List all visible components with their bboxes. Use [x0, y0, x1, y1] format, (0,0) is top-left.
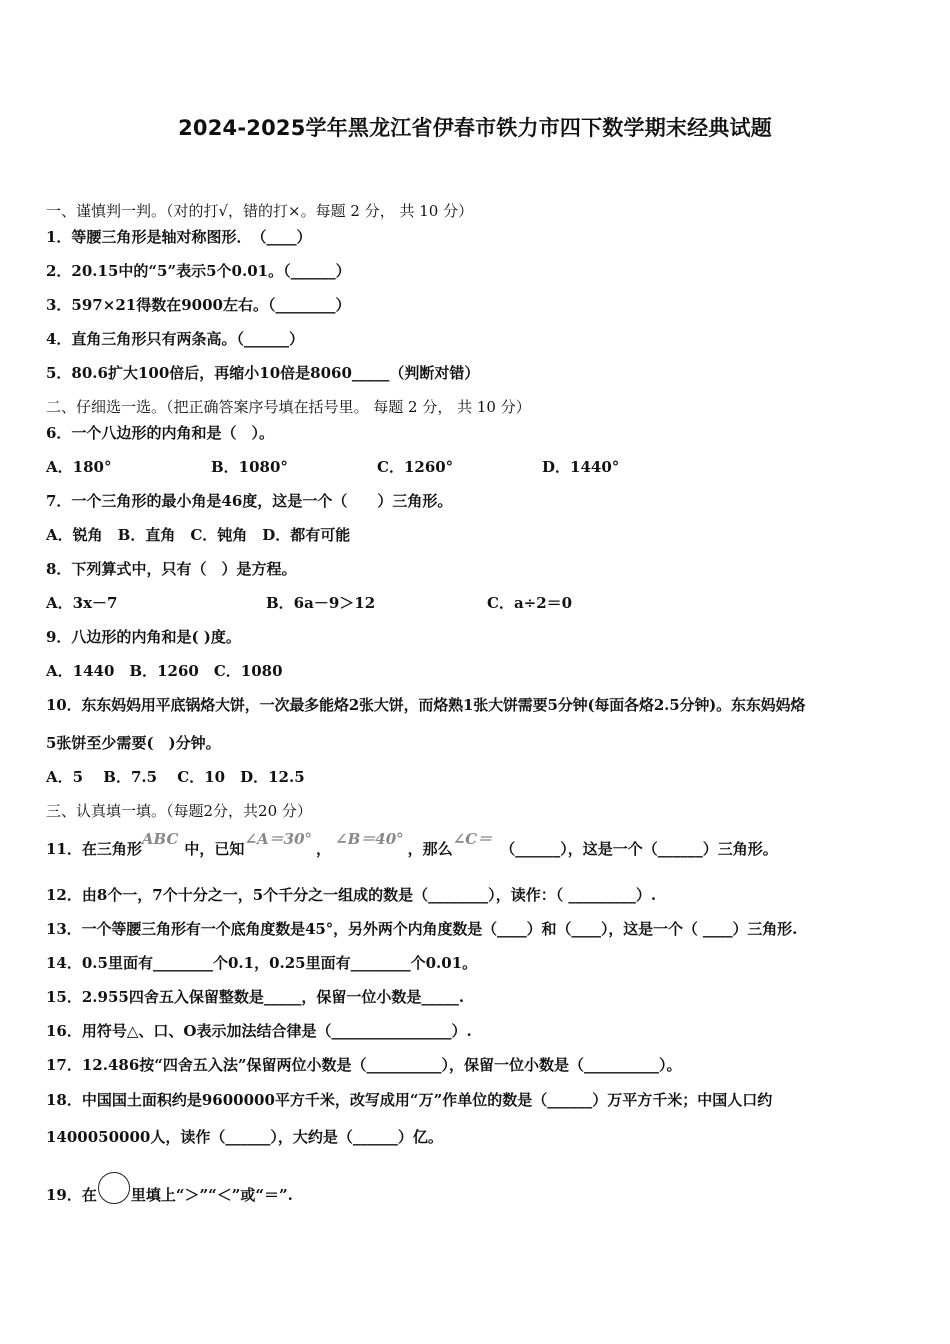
q11-comma: ， [316, 840, 332, 858]
question-18-line-2: 1400050000人，读作（______），大约是（______）亿。 [46, 1128, 443, 1146]
question-6: 6．一个八边形的内角和是（ ）。 [46, 424, 274, 442]
option-b: B．1080° [211, 458, 288, 476]
q11-mid-1: 中，已知 [184, 840, 245, 858]
question-7-options: A．锐角 B．直角 C．钝角 D．都有可能 [46, 526, 351, 544]
question-15: 15．2.955四舍五入保留整数是_____，保留一位小数是_____. [46, 988, 465, 1006]
q11-angle-a: ∠A＝30° [244, 830, 313, 848]
question-10-line-1: 10．东东妈妈用平底锅烙大饼，一次最多能烙2张大饼，而烙熟1张大饼需要5分钟(每面各烙2.5分钟)。东东妈妈烙 [46, 696, 806, 714]
option-b: B．6a－9＞12 [266, 594, 376, 612]
question-18-line-1: 18．中国国土面积约是9600000平方千米，改写成用“万”作单位的数是（______）万平方千米；中国人口约 [46, 1091, 773, 1109]
question-3: 3．597×21得数在9000左右。（________） [46, 296, 351, 314]
question-11 [46, 830, 910, 860]
question-1: 1．等腰三角形是轴对称图形． （____） [46, 228, 312, 246]
question-2: 2．20.15中的“5”表示5个0.01。（______） [46, 262, 351, 280]
q11-mid-2: ，那么 [407, 840, 453, 858]
option-a: A．3x－7 [46, 594, 118, 612]
question-14: 14．0.5里面有________个0.1，0.25里面有________个0.01。 [46, 954, 478, 972]
q11-angle-c: ∠C＝ [452, 830, 493, 848]
section-1-header: 一、谨慎判一判。（对的打√，错的打×。每题 2 分， 共 10 分） [46, 202, 474, 220]
option-a: A．180° [46, 458, 112, 476]
q11-prefix: 11．在三角形 [46, 840, 142, 858]
question-17: 17．12.486按“四舍五入法”保留两位小数是（__________），保留一位小数是（__________）。 [46, 1056, 682, 1074]
question-8: 8．下列算式中，只有（ ）是方程。 [46, 560, 297, 578]
question-5: 5．80.6扩大100倍后，再缩小10倍是8060_____（判断对错） [46, 364, 480, 382]
question-9-options: A．1440 B．1260 C．1080 [46, 662, 283, 680]
question-6-options [46, 456, 910, 478]
option-c: C．1260° [377, 458, 454, 476]
q11-triangle-label: ABC [141, 830, 179, 848]
question-10-options: A．5 B．7.5 C．10 D．12.5 [46, 768, 305, 786]
question-9: 9．八边形的内角和是( )度。 [46, 628, 241, 646]
section-2-header: 二、仔细选一选。（把正确答案序号填在括号里。 每题 2 分， 共 10 分） [46, 398, 531, 416]
question-13: 13．一个等腰三角形有一个底角度数是45°，另外两个内角度数是（____）和（____），这是一个（ ____）三角形. [46, 920, 798, 938]
question-8-options [46, 592, 910, 614]
circle-blank-icon [98, 1172, 130, 1204]
question-12: 12．由8个一，7个十分之一，5个千分之一组成的数是（________），读作：（ _________）. [46, 886, 657, 904]
question-4: 4．直角三角形只有两条高。（______） [46, 330, 304, 348]
q19-prefix: 19．在 [46, 1186, 97, 1204]
option-d: D．1440° [542, 458, 620, 476]
question-16: 16．用符号△、口、O表示加法结合律是（________________）. [46, 1022, 472, 1040]
q19-suffix: 里填上“＞”“＜”或“＝”. [130, 1186, 293, 1204]
page-title: 2024-2025学年黑龙江省伊春市铁力市四下数学期末经典试题 [178, 116, 772, 140]
q11-angle-b: ∠B＝40° [335, 830, 404, 848]
question-7: 7．一个三角形的最小角是46度，这是一个（ ）三角形。 [46, 492, 453, 510]
section-3-header: 三、认真填一填。（每题2分，共20 分） [46, 802, 312, 820]
option-c: C．a÷2＝0 [487, 594, 573, 612]
question-19 [46, 1172, 910, 1206]
question-10-line-2: 5张饼至少需要( )分钟。 [46, 734, 221, 752]
q11-suffix: （______），这是一个（______）三角形。 [500, 840, 778, 858]
